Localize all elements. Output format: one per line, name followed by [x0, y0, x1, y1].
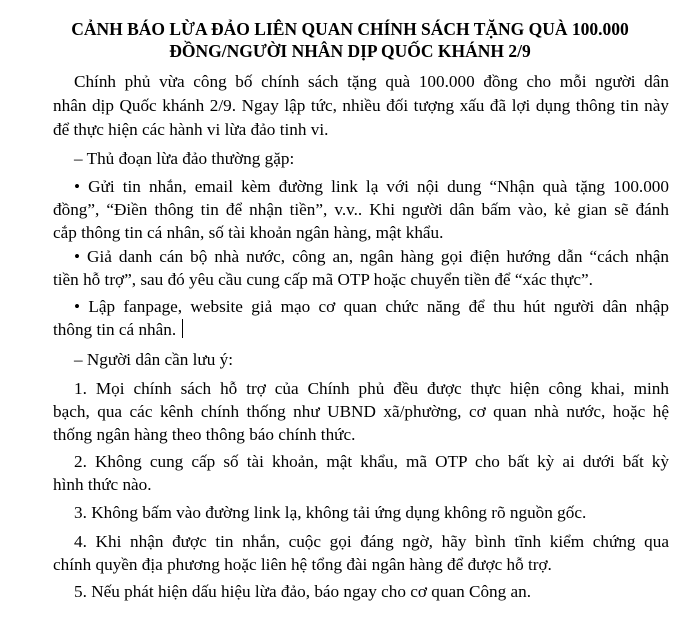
intro-line: để thực hiện các hành vi lừa đảo tinh vi.	[53, 120, 329, 139]
text-cursor	[182, 319, 183, 338]
advice-line: 2. Không cung cấp số tài khoản, mật khẩu, mã OTP cho bất kỳ ai dưới bất kỳ	[74, 452, 669, 471]
advice-line: 1. Mọi chính sách hỗ trợ của Chính phủ đều được thực hiện công khai, minh	[74, 379, 669, 398]
advice-line: thống ngân hàng theo thông báo chính thức.	[53, 425, 356, 444]
tactic-line: đồng”, “Điền thông tin để nhận tiền”, v.v.. Khi người dân bấm vào, kẻ gian sẽ đánh	[53, 200, 669, 219]
tactic-line: • Giả danh cán bộ nhà nước, công an, ngân hàng gọi điện hướng dẫn “cách nhận	[74, 247, 669, 266]
advice-heading: – Người dân cần lưu ý:	[74, 350, 233, 369]
advice-line: hình thức nào.	[53, 475, 152, 494]
tactic-line-text: thông tin cá nhân.	[53, 320, 177, 339]
advice-line: 4. Khi nhận được tin nhắn, cuộc gọi đáng ngờ, hãy bình tĩnh kiểm chứng qua	[74, 532, 669, 551]
tactic-line: • Gửi tin nhắn, email kèm đường link lạ với nội dung “Nhận quà tặng 100.000	[74, 177, 669, 196]
advice-line: 3. Không bấm vào đường link lạ, không tải ứng dụng không rõ nguồn gốc.	[74, 503, 587, 522]
tactic-line: cắp thông tin cá nhân, số tài khoản ngân hàng, mật khẩu.	[53, 223, 444, 242]
advice-line: chính quyền địa phương hoặc liên hệ tổng đài ngân hàng để được hỗ trợ.	[53, 555, 552, 574]
tactics-heading: – Thủ đoạn lừa đảo thường gặp:	[74, 149, 295, 168]
tactic-line: • Lập fanpage, website giả mạo cơ quan chức năng để thu hút người dân nhập	[74, 297, 669, 316]
advice-line: bạch, qua các kênh chính thống như UBND xã/phường, cơ quan nhà nước, hoặc hệ	[53, 402, 669, 421]
document-title-line-2: ĐỒNG/NGƯỜI NHÂN DỊP QUỐC KHÁNH 2/9	[169, 41, 531, 61]
tactic-line-with-caret[interactable]	[53, 319, 183, 341]
document-title-line-1: CẢNH BÁO LỪA ĐẢO LIÊN QUAN CHÍNH SÁCH TẶNG QUÀ 100.000	[71, 19, 629, 39]
tactic-line: tiền hỗ trợ”, sau đó yêu cầu cung cấp mã OTP hoặc chuyển tiền để “xác thực”.	[53, 270, 593, 289]
advice-line: 5. Nếu phát hiện dấu hiệu lừa đảo, báo ngay cho cơ quan Công an.	[74, 582, 532, 601]
intro-line: Chính phủ vừa công bố chính sách tặng quà 100.000 đồng cho mỗi người dân	[74, 72, 669, 91]
intro-line: nhân dịp Quốc khánh 2/9. Ngay lập tức, nhiều đối tượng xấu đã lợi dụng thông tin này	[53, 96, 669, 115]
